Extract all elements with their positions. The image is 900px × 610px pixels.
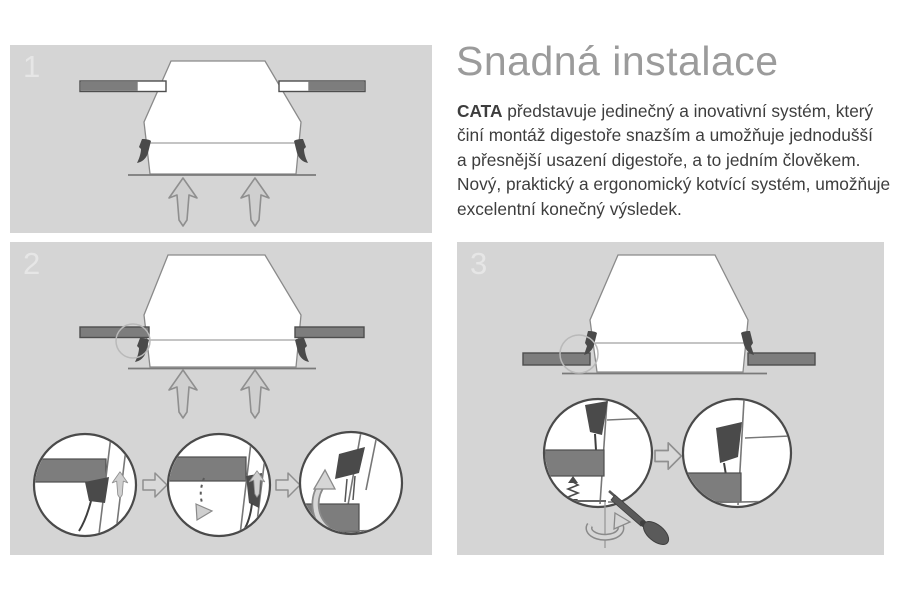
worktop-right — [748, 353, 815, 365]
step-number: 3 — [470, 246, 488, 281]
step-number: 1 — [23, 49, 41, 84]
step-panel-1 — [10, 45, 432, 233]
step-arrow-icon — [655, 443, 681, 469]
worktop-left — [80, 327, 149, 338]
worktop-bar — [545, 450, 604, 476]
rotation-arrow-icon — [589, 513, 630, 537]
detail-circle-adjust — [544, 399, 652, 507]
clip-hook — [595, 434, 596, 450]
step-arrow-icon — [276, 473, 300, 497]
worktop-bar — [302, 504, 359, 532]
step-number: 2 — [23, 246, 41, 281]
step-2-diagram — [10, 242, 432, 555]
push-up-arrow — [169, 370, 197, 418]
push-up-arrow — [169, 178, 197, 226]
worktop-bar — [168, 457, 246, 481]
detail-circle-2 — [168, 434, 270, 536]
floor-line — [308, 530, 394, 532]
step-panel-2 — [10, 242, 432, 555]
intro-line: Nový, praktický a ergonomický kotvící systém, umožňuje — [457, 174, 891, 195]
intro-line-text: představuje jedinečný a inovativní systém, který — [502, 101, 874, 121]
detail-circle-final — [683, 399, 791, 507]
brand-name: CATA — [457, 101, 503, 121]
hood-outline — [590, 255, 748, 372]
hood-outline — [144, 61, 301, 174]
detail-circle-1 — [34, 434, 136, 536]
worktop-bar — [34, 459, 106, 482]
push-up-arrow — [241, 370, 269, 418]
detail-circle-3 — [300, 432, 402, 534]
intro-line: a přesnější usazení digestoře, a to jedním člověkem. — [457, 149, 861, 170]
intro-line — [457, 99, 897, 123]
step-1-diagram — [10, 45, 432, 233]
intro-line: činí montáž digestoře snazším a umožňuje jednodušší — [457, 125, 873, 146]
worktop-right — [295, 327, 364, 338]
step-panel-3 — [457, 242, 884, 555]
page-title: Snadná instalace — [456, 38, 779, 84]
floor-line — [687, 501, 791, 503]
intro-text — [457, 99, 897, 221]
push-up-arrow — [241, 178, 269, 226]
step-3-diagram — [457, 242, 884, 555]
intro-line: excelentní konečný výsledek. — [457, 198, 682, 219]
worktop-left — [80, 81, 166, 92]
worktop-left — [523, 353, 590, 365]
worktop-right — [279, 81, 365, 92]
worktop-bar — [684, 473, 741, 502]
hood-outline — [144, 255, 301, 367]
step-arrow-icon — [143, 473, 167, 497]
